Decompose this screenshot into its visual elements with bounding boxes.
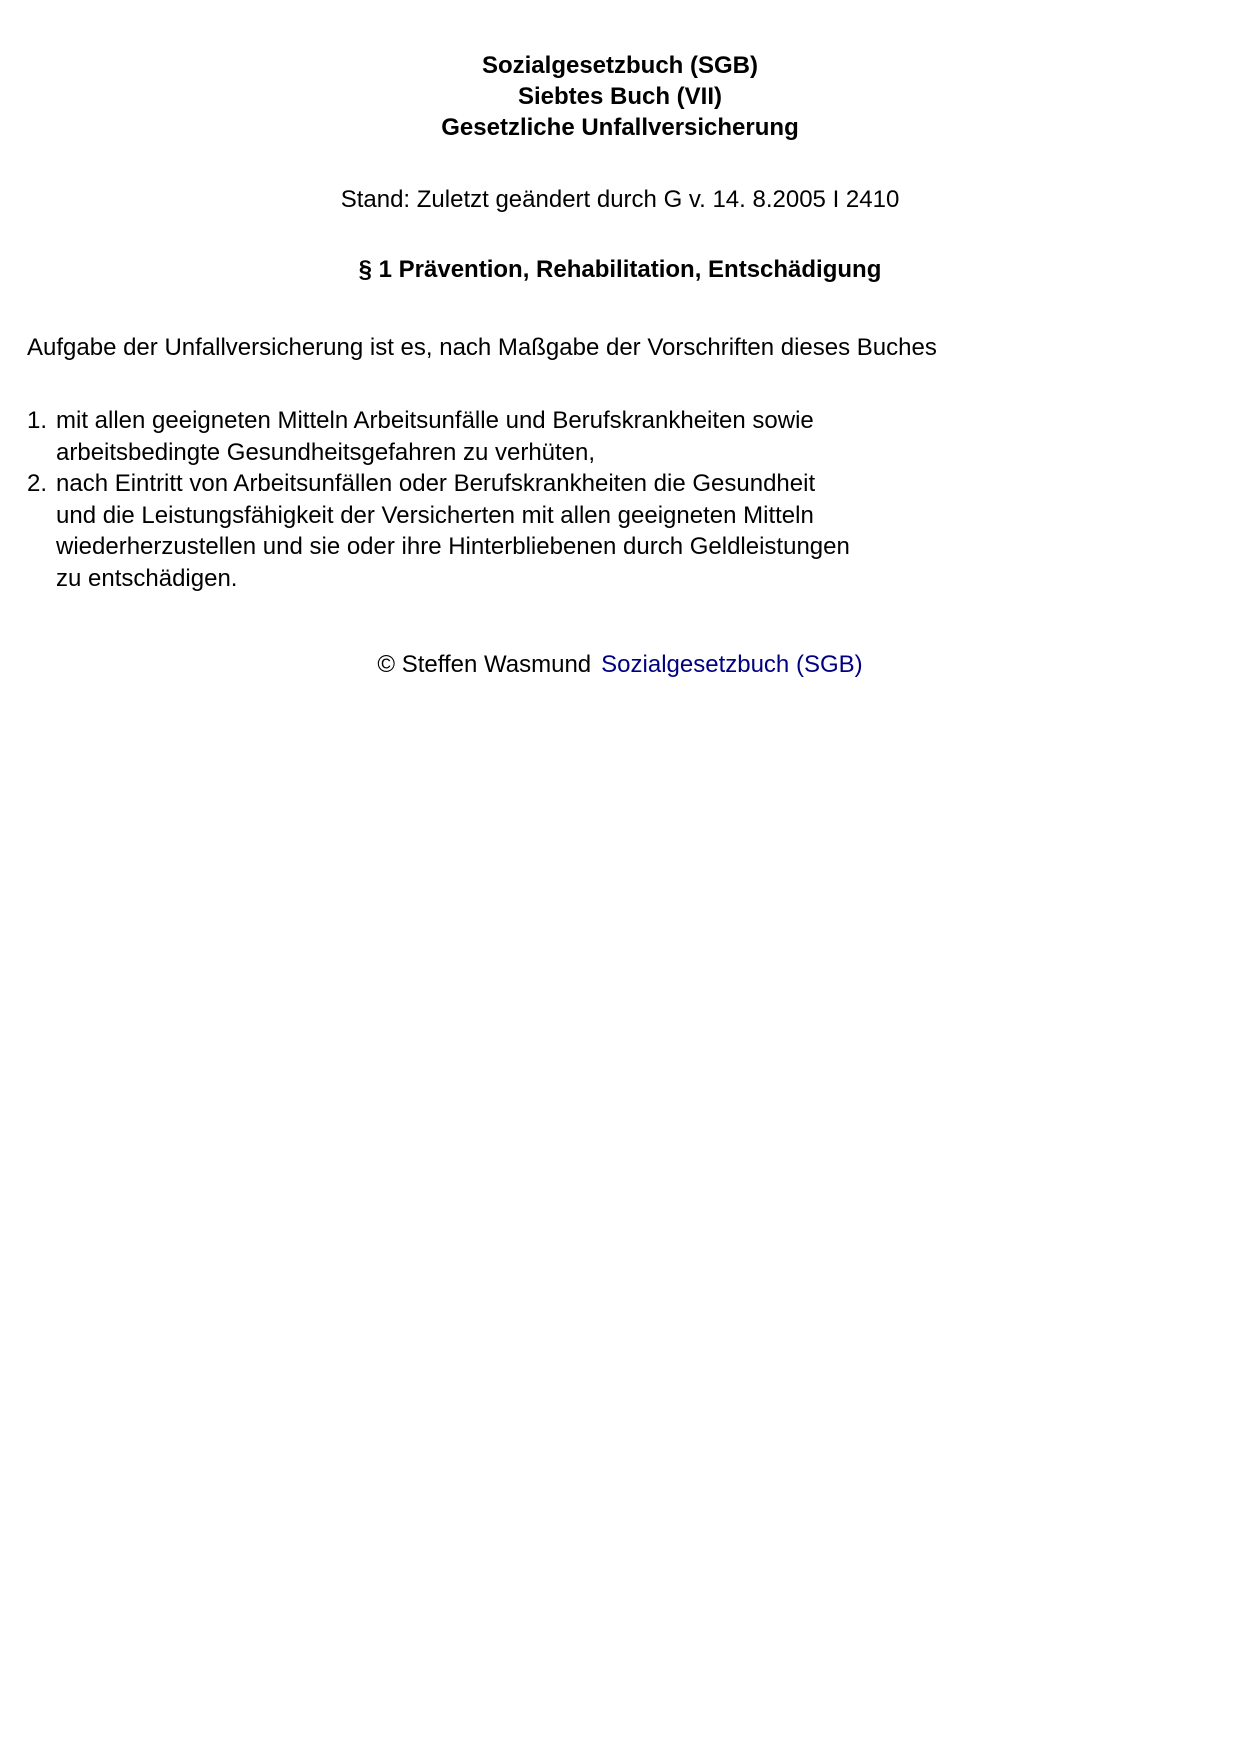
- document-footer: [0, 650, 1240, 680]
- list-item-line: arbeitsbedingte Gesundheitsgefahren zu verhüten,: [56, 438, 596, 466]
- list-item-number: 1.: [27, 407, 48, 434]
- list-item-text: [56, 405, 947, 468]
- list-item: [27, 405, 947, 468]
- numbered-list: [27, 405, 947, 594]
- list-item-number: 2.: [27, 470, 48, 497]
- list-item-line: zu entschädigen.: [56, 564, 238, 592]
- sgb-link[interactable]: Sozialgesetzbuch (SGB): [601, 651, 863, 678]
- list-item-line: wiederherzustellen und sie oder ihre Hinterbliebenen durch Geldleistungen: [56, 533, 850, 560]
- list-item-text: [56, 468, 947, 594]
- list-item-line: mit allen geeigneten Mitteln Arbeitsunfälle und Berufskrankheiten sowie: [56, 407, 814, 434]
- list-item-line: und die Leistungsfähigkeit der Versicherten mit allen geeigneten Mitteln: [56, 501, 814, 529]
- section-title: § 1 Prävention, Rehabilitation, Entschädigung: [358, 256, 882, 283]
- list-item-line: nach Eintritt von Arbeitsunfällen oder Berufskrankheiten die Gesundheit: [56, 470, 816, 497]
- list-item: [27, 468, 947, 594]
- copyright-notice: © Steffen Wasmund: [377, 651, 592, 678]
- revision-status: Stand: Zuletzt geändert durch G v. 14. 8.2005 I 2410: [340, 186, 900, 213]
- header-title-book: Siebtes Buch (VII): [517, 83, 723, 110]
- intro-paragraph: Aufgabe der Unfallversicherung ist es, nach Maßgabe der Vorschriften dieses Buches: [27, 334, 937, 361]
- header-title-subject: Gesetzliche Unfallversicherung: [441, 114, 799, 141]
- header-title-code: Sozialgesetzbuch (SGB): [481, 52, 759, 79]
- document-header: [0, 50, 1240, 143]
